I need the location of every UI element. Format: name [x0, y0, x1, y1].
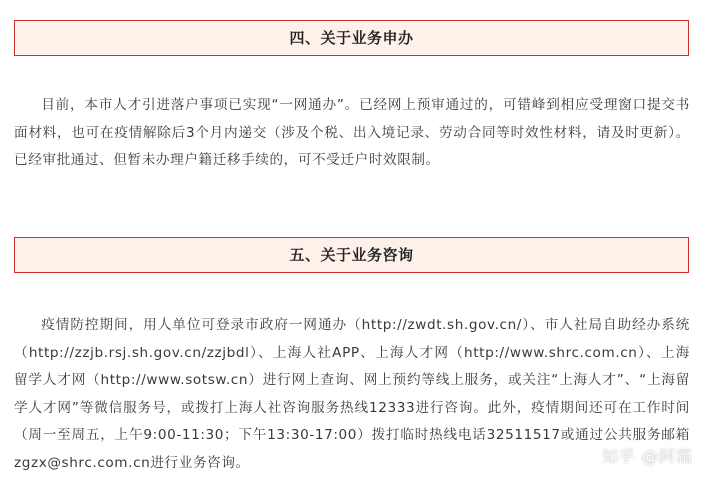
- section-5-heading: 五、关于业务咨询: [14, 237, 689, 273]
- section-5-paragraph: 疫情防控期间，用人单位可登录市政府一网通办（http://zwdt.sh.gov.cn/）、市人社局自助经办系统（http://zzjb.rsj.sh.gov.cn/zzjbdl）、上海人社APP、上海人才网（http://www.shrc.com.cn）、上海留学人才网（http://www.sotsw.cn）进行网上查询、网上预约等线上服务，或关注“上海人才”、“上海留学人才网”等微信服务号，或拨打上海人社咨询服务热线12333进行咨询。此外，疫情期间还可在工作时间（周一至周五，上午9:00-11:30；下午13:30-17:00）拨打临时热线电话32511517或通过公共服务邮箱zgzx@shrc.com.cn进行业务咨询。: [14, 317, 690, 471]
- section-4-paragraph: 目前，本市人才引进落户事项已实现“一网通办”。已经网上预审通过的，可错峰到相应受理窗口提交书面材料，也可在疫情解除后3个月内递交（涉及个税、出入境记录、劳动合同等时效性材料，请及时更新）。已经审批通过、但暂未办理户籍迁移手续的，可不受迁户时效限制。: [14, 97, 690, 169]
- section-4-heading: 四、关于业务申办: [14, 20, 689, 56]
- watermark: 知乎 @阿霜: [601, 447, 693, 466]
